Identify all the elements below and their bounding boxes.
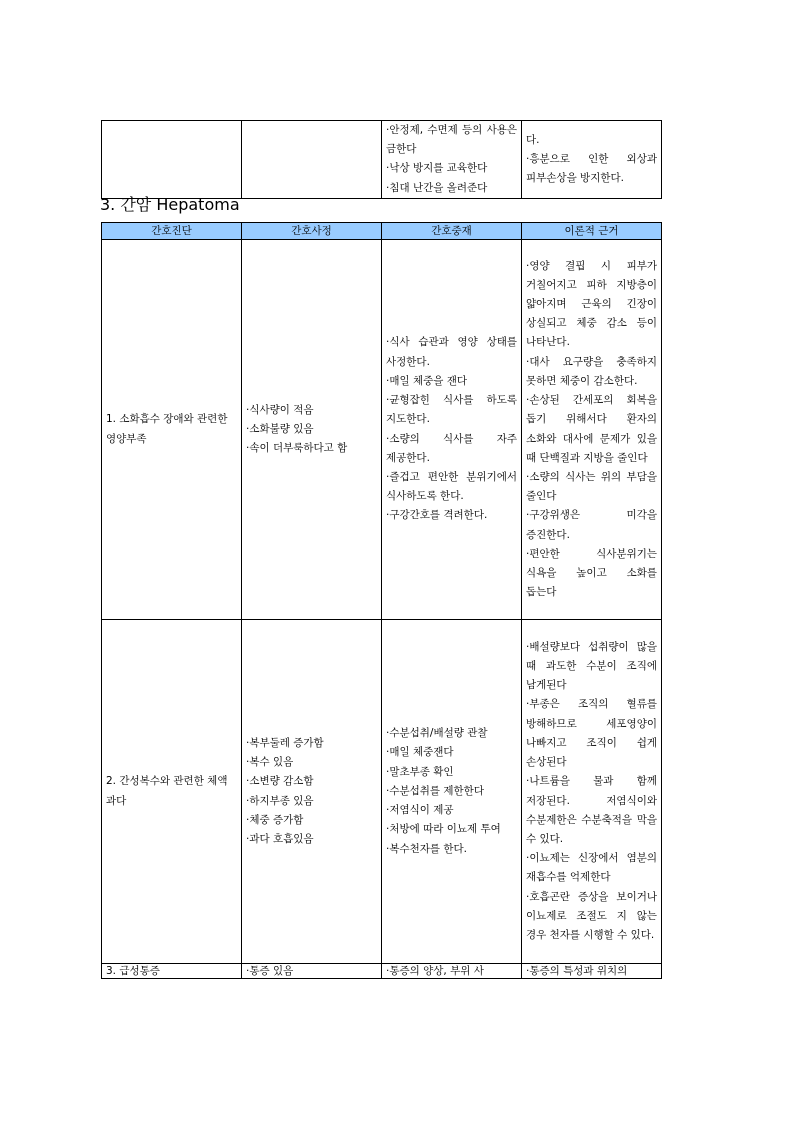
assessment-cell — [242, 620, 382, 964]
assessment-item: ·체중 증가함 — [246, 813, 304, 826]
table-row — [102, 620, 662, 964]
intervention-item: ·낙상 방지를 교육한다 — [386, 162, 488, 175]
assessment-item: ·과다 호흡있음 — [246, 832, 314, 845]
rationale-item: ·편안한 식사분위기는 식욕을 높이고 소화를 돕는다 — [526, 547, 661, 599]
assessment-item: ·복수 있음 — [246, 756, 294, 769]
rationale-item: ·통증의 특성과 위치의 — [526, 965, 628, 977]
intervention-item: ·소량의 식사를 자주 제공한다. — [386, 432, 521, 464]
assessment-item: ·속이 더부룩하다고 함 — [246, 442, 348, 455]
assessment-item: ·식사량이 적음 — [246, 403, 314, 416]
rationale-item: ·손상된 간세포의 회복을 돕기 위해서다 환자의 소화와 대사에 문제가 있을 때 단백질과 지방을 줄인다 — [526, 394, 661, 464]
assessment-cell — [242, 240, 382, 620]
intervention-item: ·말초부종 확인 — [386, 765, 454, 778]
intervention-item: ·수분섭취/배설량 관찰 — [386, 727, 488, 740]
diagnosis-cell: 1. 소화흡수 장애와 관련한 영양부족 — [102, 240, 242, 620]
intervention-item: ·매일 체중잰다 — [386, 746, 454, 759]
assessment-item: ·소변량 감소함 — [246, 775, 314, 788]
rationale-item: ·배설량보다 섭취량이 많을 때 과도한 수분이 조직에 남게된다 — [526, 640, 661, 692]
rationale-item: ·이뇨제는 신장에서 염분의 재흡수를 억제한다 — [526, 852, 661, 884]
intervention-item: ·처방에 따라 이뇨제 투여 — [386, 823, 501, 836]
rationale-item: ·대사 요구량을 충족하지 못하면 체중이 감소한다. — [526, 355, 661, 387]
care-plan-table — [101, 222, 662, 979]
intervention-item: ·통증의 양상, 부위 사 — [386, 965, 484, 977]
section-title: 3. 간암 Hepatoma — [100, 195, 240, 214]
diagnosis-cell — [102, 121, 242, 199]
continuation-table — [101, 120, 662, 199]
rationale-item: ·부종은 조직의 혈류를 방해하므로 세포영양이 나빠지고 조직이 쉽게 손상된다 — [526, 698, 661, 769]
intervention-item: ·매일 체중을 잰다 — [386, 374, 468, 387]
intervention-item: ·복수천자를 한다. — [386, 842, 468, 855]
header-diagnosis: 간호진단 — [102, 223, 242, 240]
intervention-item: ·저염식이 제공 — [386, 804, 454, 817]
rationale-cell — [522, 121, 662, 199]
intervention-cell — [382, 121, 522, 199]
table-row — [102, 240, 662, 620]
header-assessment: 간호사정 — [242, 223, 382, 240]
intervention-cell — [382, 964, 522, 979]
rationale-item: 다. — [526, 133, 540, 146]
rationale-cell — [522, 620, 662, 964]
rationale-item: ·영양 결핍 시 피부가 거칠어지고 피하 지방층이 얇아지며 근육의 긴장이 상실되고 체중 감소 등이 나타난다. — [526, 259, 661, 349]
assessment-item: ·하지부종 있음 — [246, 794, 314, 807]
intervention-item: ·식사 습관과 영양 상태를 사정한다. — [386, 336, 521, 368]
assessment-item: ·복부둘레 증가함 — [246, 736, 324, 749]
intervention-item: ·침대 난간을 올려준다 — [386, 181, 488, 194]
rationale-item: ·나트륨을 물과 함께 저장된다. 저염식이와 수분제한은 수분축적을 막을 수 있다. — [526, 775, 661, 845]
table-row — [102, 964, 662, 979]
diagnosis-cell: 2. 간성복수와 관련한 체액 과다 — [102, 620, 242, 964]
assessment-item: ·소화불량 있음 — [246, 422, 314, 435]
diagnosis-cell: 3. 급성통증 — [102, 964, 242, 979]
intervention-item: ·수분섭취를 제한한다 — [386, 784, 484, 797]
intervention-cell — [382, 240, 522, 620]
assessment-cell — [242, 121, 382, 199]
intervention-cell — [382, 620, 522, 964]
rationale-cell — [522, 240, 662, 620]
header-intervention: 간호중재 — [382, 223, 522, 240]
assessment-cell — [242, 964, 382, 979]
header-row — [102, 223, 662, 240]
rationale-item: ·호흡곤란 증상을 보이거나 이뇨제로 조절도 지 않는 경우 천자를 시행할 수 있다. — [526, 890, 661, 941]
rationale-item: ·소량의 식사는 위의 부담을 줄인다 — [526, 470, 661, 503]
intervention-item: ·균형잡힌 식사를 하도록 지도한다. — [386, 394, 521, 426]
rationale-item: ·구강위생은 미각을 증진한다. — [526, 509, 661, 541]
intervention-item: ·즐겁고 편안한 분위기에서 식사하도록 한다. — [386, 470, 521, 503]
intervention-item: ·구강간호를 격려한다. — [386, 509, 488, 522]
assessment-item: ·통증 있음 — [246, 965, 294, 977]
rationale-item: ·흥분으로 인한 외상과 피부손상을 방지한다. — [526, 152, 661, 184]
rationale-cell — [522, 964, 662, 979]
intervention-item: ·안정제, 수면제 등의 사용은 금한다 — [386, 124, 521, 156]
header-rationale: 이론적 근거 — [522, 223, 662, 240]
